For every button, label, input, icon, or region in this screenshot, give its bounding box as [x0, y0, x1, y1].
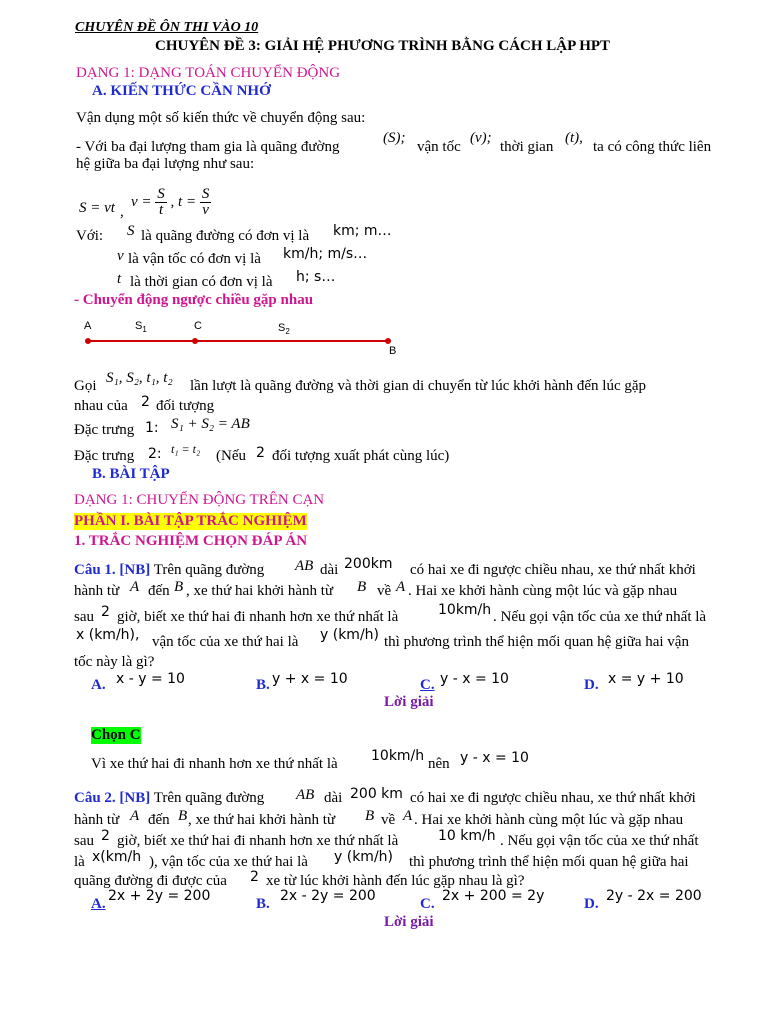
q2-option-a-label[interactable]: A. [91, 896, 106, 912]
dac-trung-1-label: Đặc trưng [74, 422, 135, 438]
label-c: C [194, 320, 202, 332]
point-symbol: A [403, 808, 413, 824]
text-segment: là [74, 854, 85, 870]
goi-line2-b: đối tượng [156, 398, 215, 414]
point-symbol: B [178, 808, 188, 824]
text-segment: , xe thứ hai khởi hành từ [188, 812, 336, 828]
symbol-t: (t), [565, 130, 583, 146]
text-segment: quãng đường đi được của [74, 873, 227, 889]
q1-ab: AB [295, 558, 314, 574]
q2-var-y: y (km/h) [334, 849, 393, 865]
q1-option-b[interactable]: y + x = 10 [272, 671, 348, 687]
text-segment: Trên quãng đường [153, 790, 265, 806]
dac-trung-1-number: 1: [145, 420, 159, 436]
part-heading: PHẦN I. BÀI TẬP TRẮC NGHIỆM [74, 513, 307, 529]
text-segment: ), vận tốc của xe thứ hai là [149, 854, 308, 870]
intro-text: Vận dụng một số kiến thức về chuyển động sau: [76, 110, 366, 126]
v-description: là vận tốc có đơn vị là [128, 251, 261, 267]
q1-option-a[interactable]: x - y = 10 [116, 671, 185, 687]
text-segment: giờ, biết xe thứ hai đi nhanh hơn xe thứ nhất là [117, 609, 399, 625]
symbol-s: S [127, 223, 135, 239]
denominator: t [158, 202, 164, 218]
formula-v [131, 187, 211, 218]
number: 2 [101, 828, 110, 844]
subsection-b: B. BÀI TẬP [92, 466, 170, 482]
label-s1 [135, 320, 147, 334]
formula-t-lhs: , t = [170, 193, 197, 210]
formula-comma: , [120, 204, 124, 220]
q2-var-x: x(km/h [92, 849, 142, 865]
text-segment: hành từ [74, 583, 120, 599]
numerator: S [157, 186, 165, 202]
goi-rest: lần lượt là quãng đường và thời gian di chuyển từ lúc khởi hành đến lúc gặp [190, 378, 647, 394]
dac-trung-2-note-number: 2 [256, 445, 265, 461]
text-segment: Trên quãng đường [153, 562, 265, 578]
text-segment: ta có công thức liên [593, 139, 712, 155]
q1-answer: Chọn C [91, 727, 141, 743]
q1-speed: 10km/h [438, 602, 492, 618]
text-segment: tốc này là gì? [74, 654, 155, 670]
formula-v-lhs: v = [131, 193, 152, 210]
goi-label: Gọi [74, 378, 97, 394]
q1-option-c[interactable]: y - x = 10 [440, 671, 509, 687]
q2-option-b[interactable]: 2x - 2y = 200 [280, 888, 376, 904]
text-segment: . Hai xe khởi hành cùng một lúc và gặp nhau [408, 583, 678, 599]
definition-line-2: hệ giữa ba đại lượng như sau: [76, 156, 255, 172]
goi-number: 2 [141, 394, 150, 410]
series-title: CHUYÊN ĐỀ ÔN THI VÀO 10 [75, 20, 259, 35]
q1-line-1 [74, 562, 264, 579]
q1-option-d-label[interactable]: D. [584, 677, 599, 693]
text-segment: thì phương trình thể hiện mối quan hệ giữa hai [409, 854, 689, 870]
text-segment: vận tốc [417, 139, 461, 155]
text-segment: sau [74, 609, 94, 625]
definition-line-1 [76, 139, 339, 156]
q2-option-c-label[interactable]: C. [420, 896, 435, 912]
label-s1-sub: 1 [142, 325, 147, 335]
s-description: là quãng đường có đơn vị là [141, 228, 310, 244]
point-symbol: B [365, 808, 375, 824]
page-title: CHUYÊN ĐỀ 3: GIẢI HỆ PHƯƠNG TRÌNH BẰNG CÁCH LẬP HPT [155, 38, 611, 54]
text-segment: . Hai xe khởi hành cùng một lúc và gặp nhau [414, 812, 684, 828]
label-a: A [84, 320, 92, 332]
fraction [200, 187, 212, 218]
section-heading-1: DẠNG 1: DẠNG TOÁN CHUYỂN ĐỘNG [76, 65, 341, 81]
number: 2 [101, 604, 110, 620]
goi-line2-a: nhau của [74, 398, 128, 414]
q1-var-y: y (km/h) [320, 627, 379, 643]
number: 2 [250, 869, 259, 885]
text-segment: vận tốc của xe thứ hai là [152, 634, 299, 650]
symbol-v: (v); [470, 130, 492, 146]
formula-s-vt: S = vt [79, 200, 115, 216]
label-b: B [389, 345, 397, 357]
text-segment: có hai xe đi ngược chiều nhau, xe thứ nhất khởi [410, 562, 696, 578]
subsection-a: A. KIẾN THỨC CẦN NHỚ [92, 83, 271, 99]
q1-option-b-label[interactable]: B. [256, 677, 270, 693]
label-s2-sub: 2 [285, 327, 290, 337]
dac-trung-2-label: Đặc trưng [74, 448, 135, 464]
point-symbol: A [130, 579, 140, 595]
point-a [85, 338, 91, 344]
text-segment: . Nếu gọi vận tốc của xe thứ nhất là [493, 609, 707, 625]
with-label: Với: [76, 228, 104, 244]
label-s1-main: S [135, 320, 143, 332]
numerator: S [201, 186, 210, 202]
q2-label: Câu 2. [NB] [74, 790, 151, 806]
label-s2 [278, 322, 290, 336]
text-segment: về [381, 812, 396, 828]
t-unit: h; s… [296, 269, 336, 285]
text-segment: . Nếu gọi vận tốc của xe thứ nhất [500, 833, 699, 849]
text-segment: sau [74, 833, 94, 849]
goi-variables: S₁, S₂, t₁, t₂ [106, 370, 173, 386]
dac-trung-2-note-a: (Nếu [216, 448, 246, 464]
dac-trung-1-formula: S₁ + S₂ = AB [171, 416, 250, 432]
text-segment: đến [148, 812, 170, 828]
q2-option-b-label[interactable]: B. [256, 896, 270, 912]
text-segment: , xe thứ hai khởi hành từ [186, 583, 334, 599]
q2-ab: AB [296, 787, 315, 803]
symbol-s: (S); [383, 130, 406, 146]
q2-speed: 10 km/h [438, 828, 496, 844]
text-segment: nên [428, 756, 450, 772]
point-symbol: B [357, 579, 367, 595]
t-description: là thời gian có đơn vị là [130, 274, 273, 290]
text-segment: thời gian [500, 139, 554, 155]
q1-explanation: Vì xe thứ hai đi nhanh hơn xe thứ nhất là [91, 756, 338, 772]
text-segment: hành từ [74, 812, 120, 828]
q1-option-a-label[interactable]: A. [91, 677, 106, 693]
text-segment: có hai xe đi ngược chiều nhau, xe thứ nhất khởi [410, 790, 696, 806]
point-symbol: A [396, 579, 406, 595]
fraction [155, 187, 167, 218]
s-unit: km; m… [333, 223, 392, 239]
q1-option-d[interactable]: x = y + 10 [608, 671, 684, 687]
point-symbol: A [130, 808, 140, 824]
denominator: v [202, 202, 209, 218]
text-segment: đến [148, 583, 170, 599]
q2-option-c[interactable]: 2x + 200 = 2y [442, 888, 545, 904]
label-s2-main: S [278, 322, 286, 334]
dac-trung-2-formula: t₁ = t₂ [171, 442, 201, 456]
text-segment: về [377, 583, 392, 599]
q1-var-x: x (km/h), [76, 627, 140, 643]
point-symbol: B [174, 579, 184, 595]
q1-label: Câu 1. [NB] [74, 562, 151, 578]
q2-distance: 200 km [350, 786, 403, 802]
text-segment: thì phương trình thể hiện mối quan hệ giữa hai vận [384, 634, 689, 650]
q2-option-a[interactable]: 2x + 2y = 200 [108, 888, 211, 904]
point-b [385, 338, 391, 344]
q2-option-d-label[interactable]: D. [584, 896, 599, 912]
q1-option-c-label[interactable]: C. [420, 677, 435, 693]
q1-explanation-equation: y - x = 10 [460, 750, 529, 766]
point-c [192, 338, 198, 344]
dac-trung-2-note-b: đối tượng xuất phát cùng lúc) [272, 448, 450, 464]
segment-ab [88, 340, 388, 342]
q1-distance: 200km [344, 556, 393, 572]
text-segment: dài [324, 790, 343, 806]
section-heading-2: DẠNG 1: CHUYỂN ĐỘNG TRÊN CẠN [74, 492, 325, 508]
q1-solution-heading: Lời giải [384, 694, 434, 710]
multiple-choice-heading: 1. TRẮC NGHIỆM CHỌN ĐÁP ÁN [74, 533, 308, 549]
v-unit: km/h; m/s… [283, 246, 368, 262]
text-segment: giờ, biết xe thứ hai đi nhanh hơn xe thứ nhất là [117, 833, 399, 849]
q2-line-1 [74, 790, 264, 807]
text-segment: - Với ba đại lượng tham gia là quãng đường [76, 139, 340, 155]
text-segment: dài [320, 562, 339, 578]
q1-explanation-speed: 10km/h [371, 748, 425, 764]
dac-trung-2-number: 2: [148, 446, 162, 462]
symbol-t: t [117, 271, 122, 287]
text-segment: xe từ lúc khởi hành đến lúc gặp nhau là gì? [266, 873, 525, 889]
q2-option-d[interactable]: 2y - 2x = 200 [606, 888, 702, 904]
symbol-v: v [117, 248, 124, 264]
q2-solution-heading: Lời giải [384, 914, 434, 930]
opposite-motion-heading: - Chuyển động ngược chiều gặp nhau [74, 292, 314, 308]
